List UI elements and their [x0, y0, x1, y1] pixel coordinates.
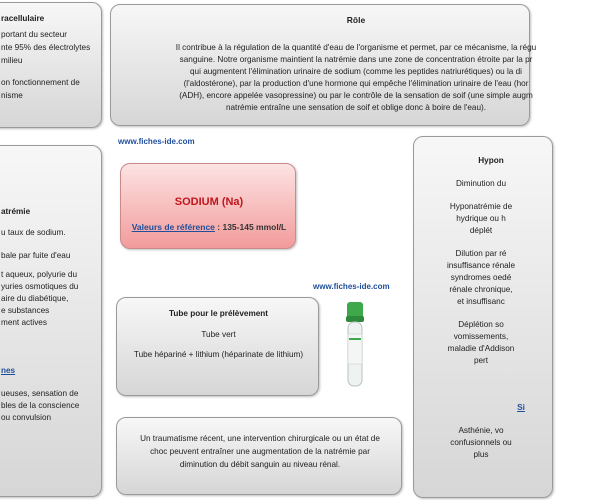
card-text-line: Diminution du: [455, 179, 507, 188]
role-title: Rôle: [346, 15, 366, 25]
card-sample-tube: [116, 297, 319, 396]
card-text-line: pert: [473, 356, 489, 365]
sodium-title: SODIUM (Na): [174, 196, 244, 208]
card-extracellular: [0, 2, 102, 128]
card-note: [116, 417, 402, 495]
card-text-line: Asthénie, vo: [458, 426, 504, 435]
role-text-line: (ADH), encore appelée vasopressine) ou par le contrôle de la sensation de soif (une simple augm: [179, 91, 533, 100]
card-text-line: syndromes oedé: [450, 273, 512, 282]
card-text-line: ueuses, sensation de: [1, 389, 79, 398]
card-hyponatremia: [413, 136, 553, 498]
card-text-line: ou convulsion: [1, 413, 52, 422]
card-text-line: yuries osmotiques du: [1, 282, 79, 291]
card-text-line: et insuffisanc: [457, 297, 505, 306]
note-text-line: diminution du débit sanguin au niveau rénal.: [179, 460, 341, 469]
note-text-line: choc peuvent entraîner une augmentation de la natrémie par: [150, 447, 370, 456]
card-text-line: ment actives: [1, 318, 47, 327]
card-text-line: Dilution par ré: [455, 249, 507, 258]
reference-label: Valeurs de référence: [131, 222, 215, 232]
note-text-line: Un traumatisme récent, une intervention chirurgicale ou un état de: [140, 434, 380, 443]
role-text-line: qui augmentent l'élimination urinaire de sodium (comme les peptides natriurétiques) ou la di: [190, 67, 522, 76]
card-text-line: portant du secteur: [1, 30, 67, 39]
card-text-line: plus: [473, 450, 489, 459]
reference-values: [121, 222, 297, 232]
tube-title: Tube pour le prélèvement: [168, 309, 269, 318]
tube-text-line: Tube hépariné + lithium (héparinate de lithium): [133, 350, 304, 359]
card-text-line: u taux de sodium.: [1, 228, 66, 237]
card-text-line: confusionnels ou: [450, 438, 512, 447]
card-text-line: déplét: [469, 226, 493, 235]
card-text-line: hydrique ou h: [456, 214, 506, 223]
card-text-line: milieu: [1, 56, 23, 65]
tube-label-stripe: [349, 338, 361, 340]
card-text-line: vomissements,: [453, 332, 509, 341]
tube-text-line: Tube vert: [201, 330, 236, 339]
card-hypernatremia: [0, 145, 102, 497]
role-text-line: (l'aldostérone), par la production d'une hormone qui empêche l'élimination urinaire de l'eau (hor: [183, 79, 529, 88]
role-text-line: sanguine. Notre organisme maintient la natrémie dans une zone de concentration étroite par la pr: [179, 55, 533, 64]
card-heading: Hypon: [478, 156, 504, 165]
card-text-line: Hyponatrémie de: [449, 202, 513, 211]
website-link[interactable]: www.fiches-ide.com: [313, 282, 390, 291]
reference-value: : 135-145 mmol/L: [217, 222, 287, 232]
card-role: [110, 4, 537, 126]
card-text-line: Déplétion so: [458, 320, 504, 329]
card-heading: atrémie: [1, 207, 31, 216]
card-text-line: bale par fuite d'eau: [1, 251, 71, 260]
role-text-line: natrémie entraîne une sensation de soif et oblige donc à boire de l'eau).: [225, 103, 487, 112]
card-text-line: aire du diabétique,: [1, 294, 69, 303]
card-text-line: e substances: [1, 306, 50, 315]
card-text-line: t aqueux, polyurie du: [1, 270, 78, 279]
card-subheading: Si: [517, 403, 525, 412]
tube-cap-rim: [346, 316, 364, 322]
card-text-line: nisme: [1, 91, 23, 100]
card-sodium: [120, 163, 296, 249]
website-link[interactable]: www.fiches-ide.com: [118, 137, 195, 146]
blood-tube-image: [337, 300, 373, 392]
card-subheading: nes: [1, 366, 16, 375]
card-text-line: on fonctionnement de: [1, 78, 80, 87]
role-text-line: Il contribue à la régulation de la quantité d'eau de l'organisme et permet, par ce mécanisme, la régu: [175, 43, 537, 52]
card-text-line: nte 95% des électrolytes: [1, 43, 91, 52]
card-text-line: maladie d'Addison: [447, 344, 515, 353]
card-text-line: rénale chronique,: [449, 285, 513, 294]
card-text-line: bles de la conscience: [1, 401, 80, 410]
card-text-line: insuffisance rénale: [446, 261, 516, 270]
card-heading: racellulaire: [1, 14, 45, 23]
